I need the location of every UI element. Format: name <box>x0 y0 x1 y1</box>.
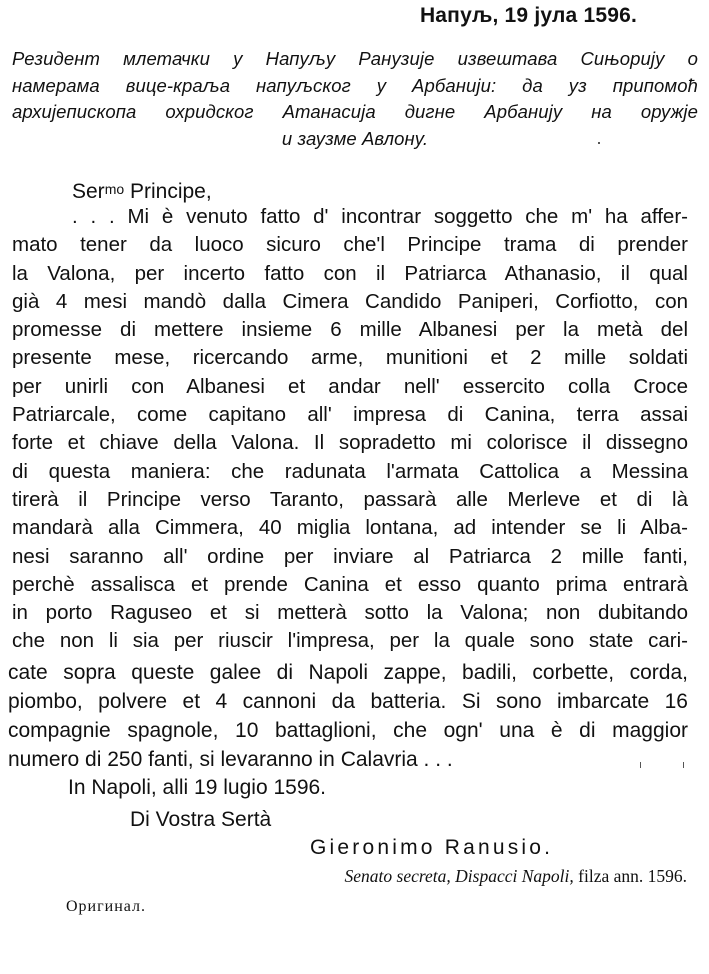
salutation-main: Ser <box>72 180 105 203</box>
letter-body-part-1 <box>12 203 688 656</box>
summary-abstract <box>12 46 698 152</box>
text-line: nesi saranno all' ordine per inviare al Patriarca 2 mille fanti, <box>12 544 688 568</box>
scan-speck <box>683 762 684 768</box>
text-line: numero di 250 fanti, si levaranno in Calavria . . . <box>8 748 453 771</box>
original-note: Оригинал. <box>66 898 147 915</box>
scan-speck <box>598 142 600 144</box>
text-line: promesse di mettere insieme 6 mille Albanesi per la metà del <box>12 318 688 342</box>
text-line: di questa maniera: che radunata l'armata Cattolica a Messina <box>12 459 688 483</box>
archival-source <box>345 866 687 887</box>
closing-formula: Di Vostra Sertà <box>130 808 272 831</box>
dateline: Напуљ, 19 јула 1596. <box>419 4 637 27</box>
place-date: In Napoli, alli 19 lugio 1596. <box>68 776 327 799</box>
text-line: perchè assalisca et prende Canina et esso quanto prima entrarà <box>12 572 688 596</box>
salutation-superscript: mo <box>104 181 125 197</box>
text-line: piombo, polvere et 4 cannoni da batteria. Si sono imbarcate 16 <box>8 690 688 713</box>
scan-speck <box>640 762 641 768</box>
text-line: compagnie spagnole, 10 battaglioni, che ogn' una è di maggior <box>8 719 688 742</box>
source-italic: Senato secreta, Dispacci Napoli, <box>344 866 574 886</box>
letter-body-part-2 <box>8 658 688 774</box>
text-line: già 4 mesi mandò dalla Cimera Candido Paniperi, Corfiotto, con <box>12 289 688 313</box>
summary-line: и заузме Авлону. <box>281 127 429 149</box>
summary-line: намерама вице-краља напуљског у Арбанији: да уз припомоћ <box>12 74 698 96</box>
text-line: tirerà il Principe verso Taranto, passarà alle Merleve et di là <box>12 487 688 511</box>
source-rest: filza ann. 1596. <box>573 866 687 886</box>
text-line: in porto Raguseo et si metterà sotto la Valona; non dubitando <box>12 601 688 625</box>
salutation <box>72 180 212 204</box>
summary-line: архијепископа охридског Атанасија дигне Арбанију на оружје <box>12 101 698 122</box>
text-line: per unirli con Albanesi et andar nell' essercito colla Croce <box>12 374 688 398</box>
summary-line: Резидент млетачки у Напуљу Ранузије извештава Сињорију о <box>12 48 698 69</box>
text-line: la Valona, per incerto fatto con il Patriarca Athanasio, il qual <box>12 261 688 285</box>
text-line: . . . Mi è venuto fatto d' incontrar soggetto che m' ha affer- <box>72 205 688 228</box>
text-line: cate sopra queste galee di Napoli zappe, badili, corbette, corda, <box>8 661 688 684</box>
text-line: mato tener da luoco sicuro che'l Principe trama di prender <box>12 233 688 257</box>
text-line: che non li sia per riuscir l'impresa, per la quale sono state cari- <box>12 629 688 653</box>
text-line: Patriarcale, come capitano all' impresa di Canina, terra assai <box>12 403 688 427</box>
signature: Gieronimo Ranusio. <box>310 836 554 859</box>
text-line: mandarà alla Cimmera, 40 miglia lontana, ad intender se li Alba- <box>12 516 688 540</box>
salutation-rest: Principe, <box>124 180 212 203</box>
text-line: forte et chiave della Valona. Il sopradetto mi colorisce il dissegno <box>12 431 688 455</box>
text-line: presente mese, ricercando arme, munitioni et 2 mille soldati <box>12 346 688 370</box>
